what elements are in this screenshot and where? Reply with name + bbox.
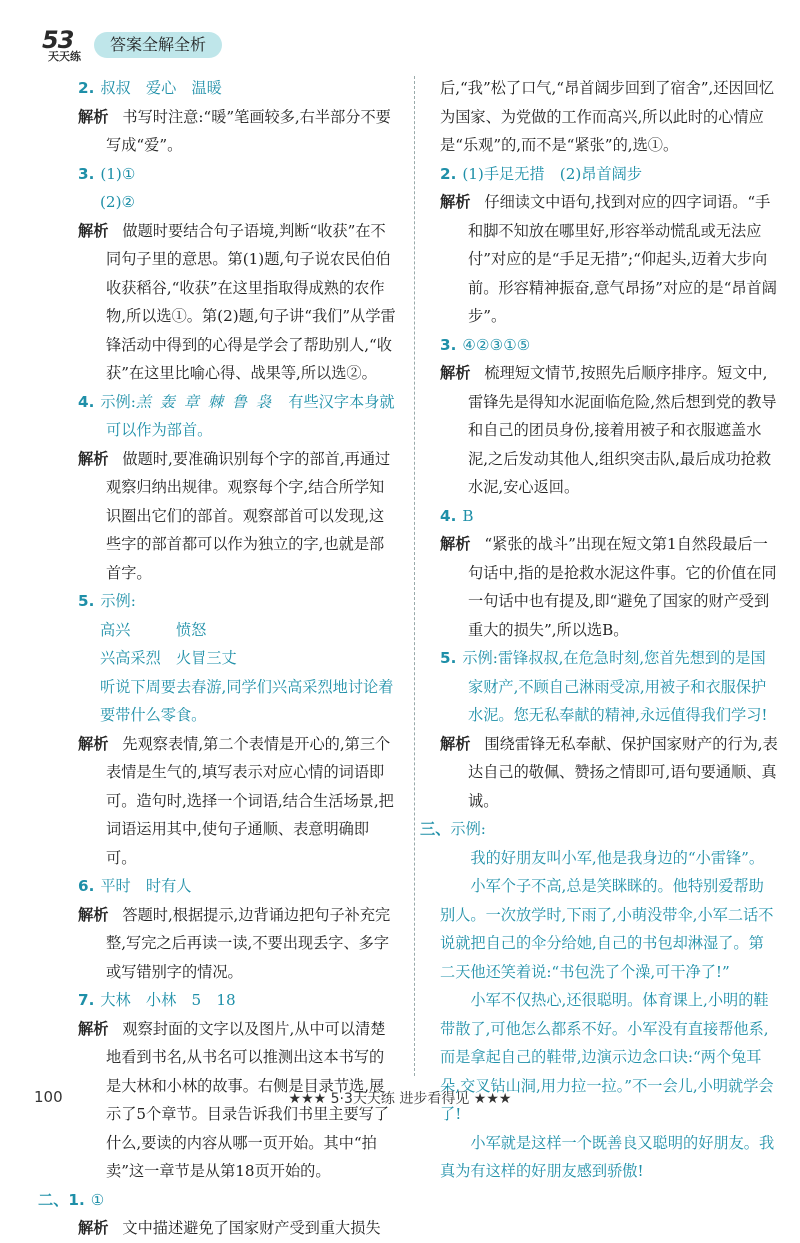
analysis-label: 解析 — [440, 193, 471, 211]
answer-line — [440, 160, 778, 189]
analysis-label: 解析 — [78, 449, 109, 468]
answer-text: 有些汉字本身就可以作为部首。 — [106, 392, 395, 439]
brand-logo — [40, 28, 96, 64]
analysis-label: 解析 — [78, 1019, 109, 1038]
answer-prefix: 示例: — [100, 392, 136, 411]
answer-text: 示例:雷锋叔叔,在危急时刻,您首先想到的是国家财产,不顾自己淋雨受凉,用被子和衣服保护水泥。您无私奉献的精神,永远值得我们学习! — [462, 649, 768, 724]
page-number: 100 — [34, 1088, 63, 1106]
essay-paragraph: 小军不仅热心,还很聪明。体育课上,小明的鞋带散了,可他怎么都系不好。小军没有直接帮他系,而是拿起自己的鞋带,边演示边念口诀:“两个兔耳朵,交叉钻山洞,用力拉一拉。”不一会儿,小明就学会了! — [440, 991, 774, 1123]
answer-text: 示例: — [450, 820, 486, 838]
analysis-text: 仔细读文中语句,找到对应的四字词语。“手和脚不知放在哪里好,形容举动慌乱或无法应付”对应的是“手足无措”;“仰起头,迈着大步向前。形容精神振奋,意气昂扬”对应的是“昂首阔步”。 — [468, 193, 777, 325]
analysis-block — [440, 359, 778, 502]
answer-line — [440, 644, 778, 730]
text-line: 后,“我”松了口气,“昂首阔步回到了宿舍”,还因回忆为国家、为党做的工作而高兴,所以此时的心情应是“乐观”的,而不是“紧张”的,选①。 — [440, 79, 775, 154]
section-number: 二、 — [38, 1190, 69, 1209]
essay-paragraph: 我的好朋友叫小军,他是我身边的“小雷锋”。 — [470, 848, 765, 867]
footer-slogan: ★★★ 5·3天天练 进步看得见 ★★★ — [288, 1091, 512, 1107]
answer-text: ④②③①⑤ — [462, 335, 531, 354]
analysis-block — [440, 530, 778, 644]
section-number: 三、 — [420, 820, 451, 838]
section-line — [420, 815, 778, 844]
logo-number: 53 — [42, 26, 74, 54]
essay-paragraph: 小军就是这样一个既善良又聪明的好朋友。我真为有这样的好朋友感到骄傲! — [440, 1133, 775, 1180]
answer-line — [78, 587, 398, 616]
section-answer-line — [38, 1186, 398, 1215]
answer-line — [78, 388, 398, 445]
question-number: 3. — [440, 335, 457, 354]
analysis-label: 解析 — [78, 1219, 109, 1237]
analysis-text: 梳理短文情节,按照先后顺序排序。短文中,雷锋先是得知水泥面临危险,然后想到党的教导和自己的团员身份,接着用被子和衣服遮盖水泥,之后发动其他人,组织突击队,最后成功抢救水泥,安心返回。 — [468, 364, 777, 496]
analysis-text: 答题时,根据提示,边背诵边把句子补充完整,写完之后再读一读,不要出现丢字、多字或写错别字的情况。 — [106, 905, 391, 981]
page-header — [40, 28, 340, 64]
question-number: 5. — [440, 649, 457, 667]
answer-line — [440, 331, 778, 360]
page-footer — [0, 1088, 800, 1118]
answer-line — [440, 502, 778, 531]
analysis-block — [440, 188, 778, 331]
question-number: 2. — [440, 164, 457, 183]
analysis-block — [78, 901, 398, 987]
answer-text: (1)手足无措 (2)昂首阔步 — [462, 164, 643, 183]
radical-glyphs: 羔 轰 章 棘 鲁 袅 — [135, 392, 274, 411]
analysis-text: 文中描述避免了国家财产受到重大损失 — [122, 1219, 381, 1237]
answer-text: B — [462, 506, 474, 525]
question-number: 6. — [78, 877, 95, 895]
analysis-label: 解析 — [440, 364, 471, 382]
answer-line — [78, 74, 398, 103]
right-column — [420, 74, 778, 1186]
answer-continuation: (2)② — [100, 193, 136, 211]
analysis-block — [78, 217, 398, 388]
question-number: 3. — [78, 164, 95, 183]
question-number: 5. — [78, 592, 95, 610]
analysis-text: 观察封面的文字以及图片,从中可以清楚地看到书名,从书名可以推测出这本书写的是大林和小林的故事。右侧是目录节选,展示了5个章节。目录告诉我们书里主要写了什么,要读的内容从哪一页开始。其中“拍卖”这一章节是从第18页开始的。 — [106, 1019, 390, 1180]
analysis-text: 围绕雷锋无私奉献、保护国家财产的行为,表达自己的敬佩、赞扬之情即可,语句要通顺、真诚。 — [468, 734, 778, 810]
analysis-text: 书写时注意:“暖”笔画较多,右半部分不要写成“爱”。 — [106, 107, 391, 154]
analysis-label: 解析 — [78, 734, 109, 753]
analysis-text: 做题时要结合句子语境,判断“收获”在不同句子里的意思。第(1)题,句子说农民伯伯收获稻谷,“收获”在这里指取得成熟的农作物,所以选①。第(2)题,句子讲“我们”从学雷锋活动中得到的心得是学会了帮助别人,“收获”在这里比喻心得、战果等,所以选②。 — [106, 221, 396, 382]
analysis-block — [78, 445, 398, 588]
analysis-text: 做题时,要准确识别每个字的部首,再通过观察归纳出规律。观察每个字,结合所学知识圈出它们的部首。观察部首可以发现,这些字的部首都可以作为独立的字,也就是部首字。 — [106, 449, 391, 582]
answer-line — [78, 872, 398, 901]
answer-text: 示例: — [100, 592, 136, 610]
question-number: 4. — [78, 392, 95, 411]
answer-continuation: 高兴 愤怒 — [100, 620, 207, 639]
question-number: 7. — [78, 991, 95, 1009]
question-number: 2. — [78, 79, 95, 97]
answer-continuation: 兴高采烈 火冒三丈 — [100, 649, 237, 667]
answer-text: (1)① — [100, 164, 136, 183]
analysis-label: 解析 — [78, 905, 109, 924]
analysis-block — [440, 730, 778, 816]
answer-line — [78, 160, 398, 189]
answer-text: 平时 时有人 — [100, 877, 192, 895]
analysis-label: 解析 — [78, 221, 109, 240]
analysis-text: “紧张的战斗”出现在短文第1自然段最后一句话中,指的是抢救水泥这件事。它的价值在同一句话中也有提及,即“避免了国家的财产受到重大的损失”,所以选B。 — [468, 535, 777, 639]
answer-text: 大林 小林 5 18 — [100, 991, 236, 1009]
question-number: 1. — [68, 1190, 85, 1209]
header-title: 答案全解全析 — [94, 32, 222, 58]
analysis-label: 解析 — [440, 535, 471, 553]
analysis-label: 解析 — [440, 734, 471, 753]
analysis-block — [78, 1214, 398, 1243]
analysis-block — [78, 103, 398, 160]
essay-paragraph: 小军个子不高,总是笑眯眯的。他特别爱帮助别人。一次放学时,下雨了,小萌没带伞,小军二话不说就把自己的伞分给她,自己的书包却淋湿了。第二天他还笑着说:“书包洗了个澡,可干净了!” — [440, 877, 774, 981]
answer-text: ① — [90, 1190, 105, 1209]
column-divider — [414, 76, 415, 1076]
answer-continuation: 听说下周要去春游,同学们兴高采烈地讨论着要带什么零食。 — [100, 677, 394, 724]
answer-text: 叔叔 爱心 温暖 — [100, 79, 222, 97]
question-number: 4. — [440, 506, 457, 525]
analysis-block — [78, 730, 398, 873]
analysis-text: 先观察表情,第二个表情是开心的,第三个表情是生气的,填写表示对应心情的词语即可。造句时,选择一个词语,结合生活场景,把词语运用其中,使句子通顺、表意明确即可。 — [106, 734, 394, 867]
logo-text: 天天练 — [48, 50, 81, 63]
answer-line — [78, 986, 398, 1015]
analysis-label: 解析 — [78, 107, 109, 126]
